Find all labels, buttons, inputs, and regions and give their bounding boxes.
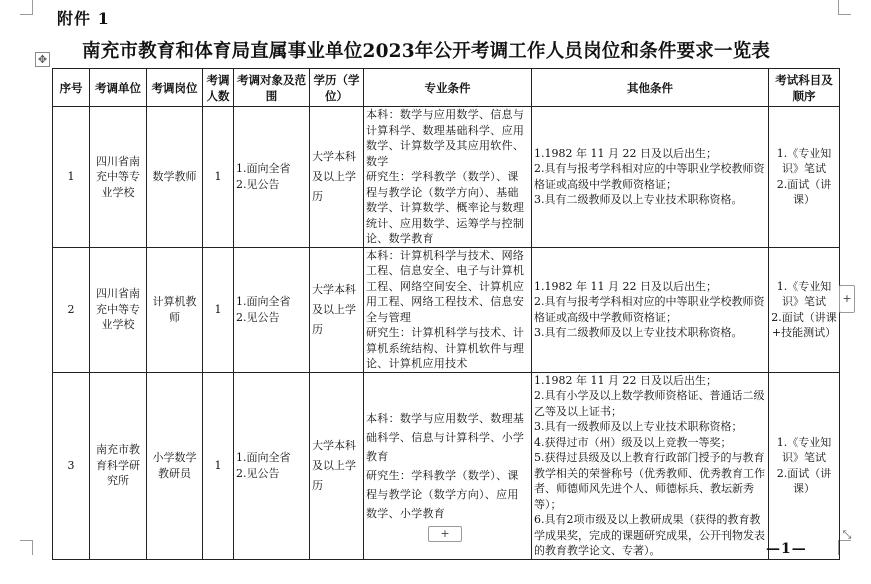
cell-other	[532, 247, 769, 372]
cell-scope	[234, 107, 310, 248]
condition-item: 5.获得过县级及以上教育行政部门授予的与教育教学相关的荣誉称号（优秀教师、优秀教育工作者、师德师风先进个人、师德标兵、教坛新秀等）；	[534, 451, 765, 511]
add-column-button[interactable]: +	[839, 285, 855, 313]
cell-num: 1	[203, 107, 234, 248]
page-corner-mark-bottom-left	[20, 540, 33, 555]
cell-other	[532, 107, 769, 248]
condition-item: 2.具有与报考学科相对应的中等职业学校教师资格证或高级中学教师资格证；	[534, 162, 765, 191]
condition-item: 4.获得过市（州）级及以上竞教一等奖；	[534, 435, 732, 449]
condition-item: 1.1982 年 11 月 22 日及以后出生；	[534, 373, 717, 387]
header-edu: 学历（学位）	[310, 69, 364, 107]
cell-unit: 四川省南充中等专业学校	[90, 247, 147, 372]
cell-post: 小学数学教研员	[147, 372, 203, 559]
header-seq: 序号	[53, 69, 90, 107]
cell-major: 本科：计算机科学与技术、网络工程、信息安全、电子与计算机工程、网络空间安全、计算机应用工程、网络工程技术、信息安全与管理 研究生：计算机科学与技术、计算机系统结构、计算机软件与理论、计算机应用技术	[364, 247, 532, 372]
cell-seq: 2	[53, 247, 90, 372]
scope-item: 2.见公告	[236, 466, 280, 480]
cell-other	[532, 372, 769, 559]
page-number: —1—	[766, 541, 807, 557]
cell-unit: 四川省南充中等专业学校	[90, 107, 147, 248]
table-resize-handle-icon[interactable]: ⤡	[842, 528, 852, 541]
exam-item: 1.《专业知识》笔试	[776, 146, 832, 176]
scope-item: 1.面向全省	[236, 451, 291, 464]
cell-scope	[234, 247, 310, 372]
cell-num: 1	[203, 372, 234, 559]
table-move-handle-icon[interactable]: ✥	[35, 52, 50, 67]
header-post: 考调岗位	[147, 69, 203, 107]
scope-item: 2.见公告	[236, 310, 280, 324]
condition-item: 2.具有与报考学科相对应的中等职业学校教师资格证或高级中学教师资格证；	[534, 295, 765, 324]
header-exam: 考试科目及顺序	[769, 69, 840, 107]
exam-item: 2.面试（讲课）	[776, 177, 832, 207]
header-num: 考调人数	[203, 69, 234, 107]
document-title: 南充市教育和体育局直属事业单位2023年公开考调工作人员岗位和条件要求一览表	[82, 41, 771, 62]
cell-scope	[234, 372, 310, 559]
condition-item: 1.1982 年 11 月 22 日及以后出生；	[534, 146, 717, 160]
page-corner-mark-top-right	[838, 0, 851, 15]
table-row	[53, 107, 840, 248]
cell-exam	[769, 372, 840, 559]
exam-item: 2.面试（讲课+技能测试）	[771, 310, 837, 339]
header-unit: 考调单位	[90, 69, 147, 107]
header-scope: 考调对象及范围	[234, 69, 310, 107]
exam-item: 1.《专业知识》笔试	[776, 435, 832, 464]
positions-table	[52, 68, 840, 560]
condition-item: 3.具有一级教师及以上专业技术职称资格；	[534, 420, 743, 433]
cell-exam	[769, 107, 840, 248]
attachment-label: 附件 1	[57, 9, 110, 28]
condition-item: 6.具有2项市级及以上教研成果（获得的教育教学成果奖，完成的课题研究成果，公开刊物发表的教育教学论文、专著）。	[534, 513, 765, 557]
cell-major: 本科：数学与应用数学、数理基础科学、信息与计算科学、小学教育 研究生：学科教学（数学）、课程与教学论（数学方向）、应用数学、小学教育	[364, 372, 532, 559]
table-row	[53, 247, 840, 372]
cell-seq: 3	[53, 372, 90, 559]
header-other: 其他条件	[532, 69, 769, 107]
cell-unit: 南充市教育科学研究所	[90, 372, 147, 559]
scope-item: 2.见公告	[236, 177, 280, 191]
cell-major: 本科：数学与应用数学、信息与计算科学、数理基础科学、应用数学、计算数学及其应用软件、数学 研究生：学科教学（数学）、课程与教学论（数学方向）、基础数学、计算数学、概率论与数理统计、应用数学、运筹学与控制论、数学教育	[364, 107, 532, 248]
scope-item: 1.面向全省	[236, 295, 291, 308]
exam-item: 1.《专业知识》笔试	[776, 279, 832, 308]
cell-exam	[769, 247, 840, 372]
condition-item: 3.具有二级教师及以上专业技术职称资格。	[534, 326, 743, 339]
cell-post: 计算机教师	[147, 247, 203, 372]
condition-item: 2.具有小学及以上数学教师资格证、普通话二级乙等及以上证书；	[534, 389, 765, 418]
table-header-row	[53, 69, 840, 107]
cell-edu: 大学本科及以上学历	[310, 372, 364, 559]
cell-num: 1	[203, 247, 234, 372]
scope-item: 1.面向全省	[236, 162, 291, 176]
cell-edu: 大学本科及以上学历	[310, 247, 364, 372]
condition-item: 3.具有二级教师及以上专业技术职称资格。	[534, 193, 743, 207]
cell-seq: 1	[53, 107, 90, 248]
header-major: 专业条件	[364, 69, 532, 107]
add-row-button[interactable]: +	[428, 526, 462, 542]
cell-post: 数学教师	[147, 107, 203, 248]
cell-edu: 大学本科及以上学历	[310, 107, 364, 248]
condition-item: 1.1982 年 11 月 22 日及以后出生；	[534, 279, 717, 293]
page-corner-mark-top-left	[20, 0, 33, 15]
exam-item: 2.面试（讲课）	[776, 466, 832, 495]
